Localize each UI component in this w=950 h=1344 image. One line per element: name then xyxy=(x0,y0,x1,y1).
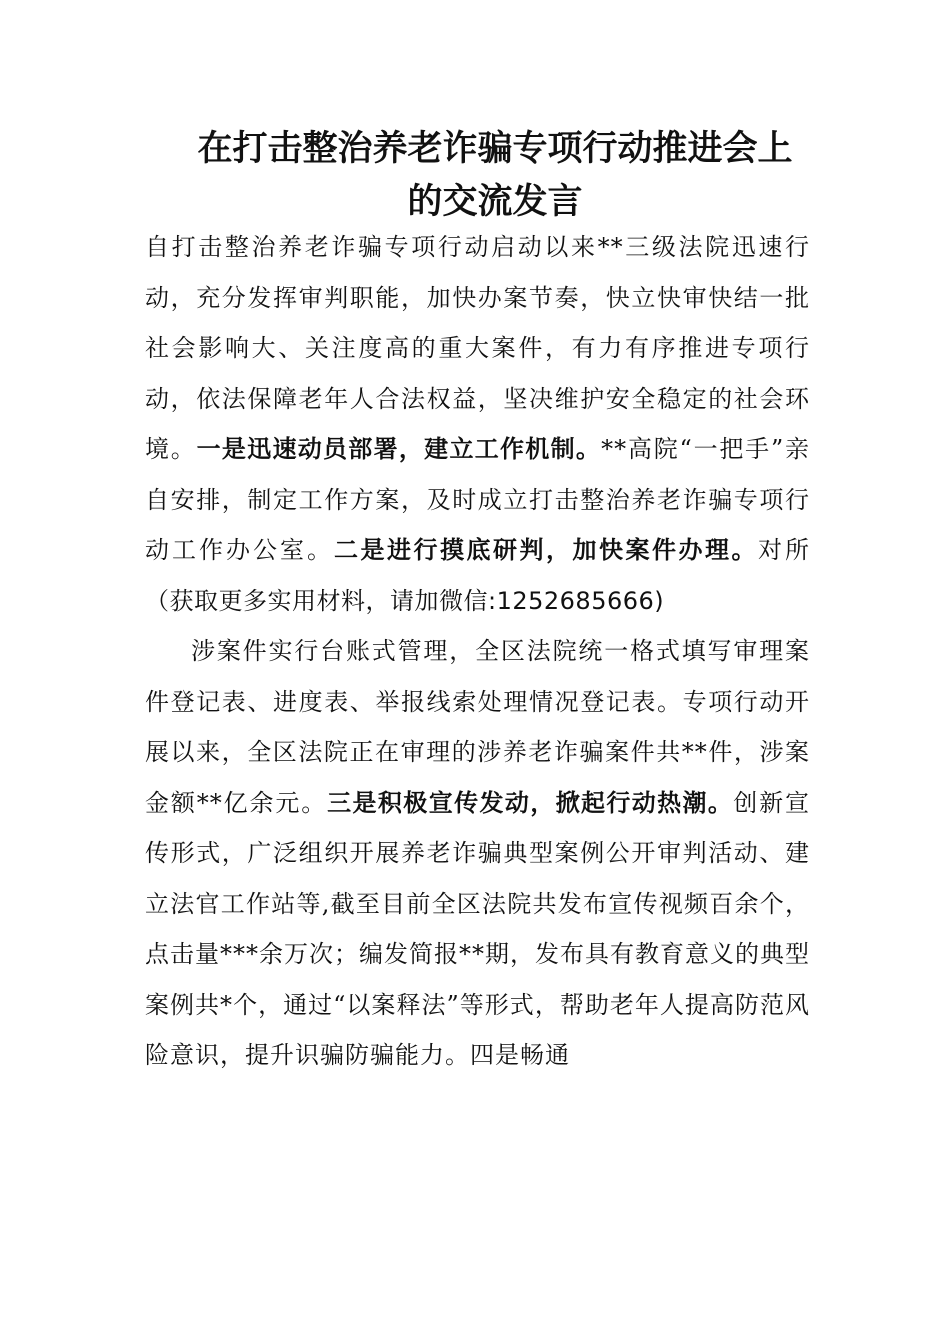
title-line-1: 在打击整治养老诈骗专项行动推进会上 xyxy=(197,128,793,169)
title-line-2: 的交流发言 xyxy=(407,181,583,222)
paragraph-2-bold-1: 三是积极宣传发动，掀起行动热潮。 xyxy=(327,788,734,817)
paragraph-2-text-2: 创新宣传形式，广泛组织开展养老诈骗典型案例公开审判活动、建立法官工作站等,截至目前全区法院共发布宣传视频百余个，点击量***余万次；编发简报**期，发布具有教育意义的典型案例共*个，通过“以案释法”等形式，帮助老年人提高防范风险意识，提升识骗防骗能力。四是畅通 xyxy=(145,788,811,1069)
paragraph-1-text-2: **高院“一把手”亲自安排，制定工作方案，及时成立打击整治养老诈骗专项行动工作办公室。 xyxy=(145,435,811,564)
paragraph-1-bold-1: 一是迅速动员部署，建立工作机制。 xyxy=(196,435,602,463)
paragraph-2 xyxy=(145,626,810,1081)
paragraph-2-text-1: 涉案件实行台账式管理，全区法院统一格式填写审理案件登记表、进度表、举报线索处理情况登记表。专项行动开展以来，全区法院正在审理的涉养老诈骗案件共**件，涉案金额**亿余元。 xyxy=(145,637,810,817)
paragraph-1 xyxy=(145,222,810,626)
paragraph-1-bold-2: 二是进行摸底研判，加快案件办理。 xyxy=(334,536,758,564)
document-title xyxy=(150,122,840,228)
document-body xyxy=(145,222,810,1081)
paragraph-1-text-1: 自打击整治养老诈骗专项行动启动以来**三级法院迅速行动，充分发挥审判职能，加快办案节奏，快立快审快结一批社会影响大、关注度高的重大案件，有力有序推进专项行动，依法保障老年人合法权益，坚决维护安全稳定的社会环境。 xyxy=(145,233,810,463)
contact-note: （获取更多实用材料，请加微信:1252685666) xyxy=(145,586,665,615)
paragraph-1-text-3: 对所 xyxy=(758,536,810,564)
